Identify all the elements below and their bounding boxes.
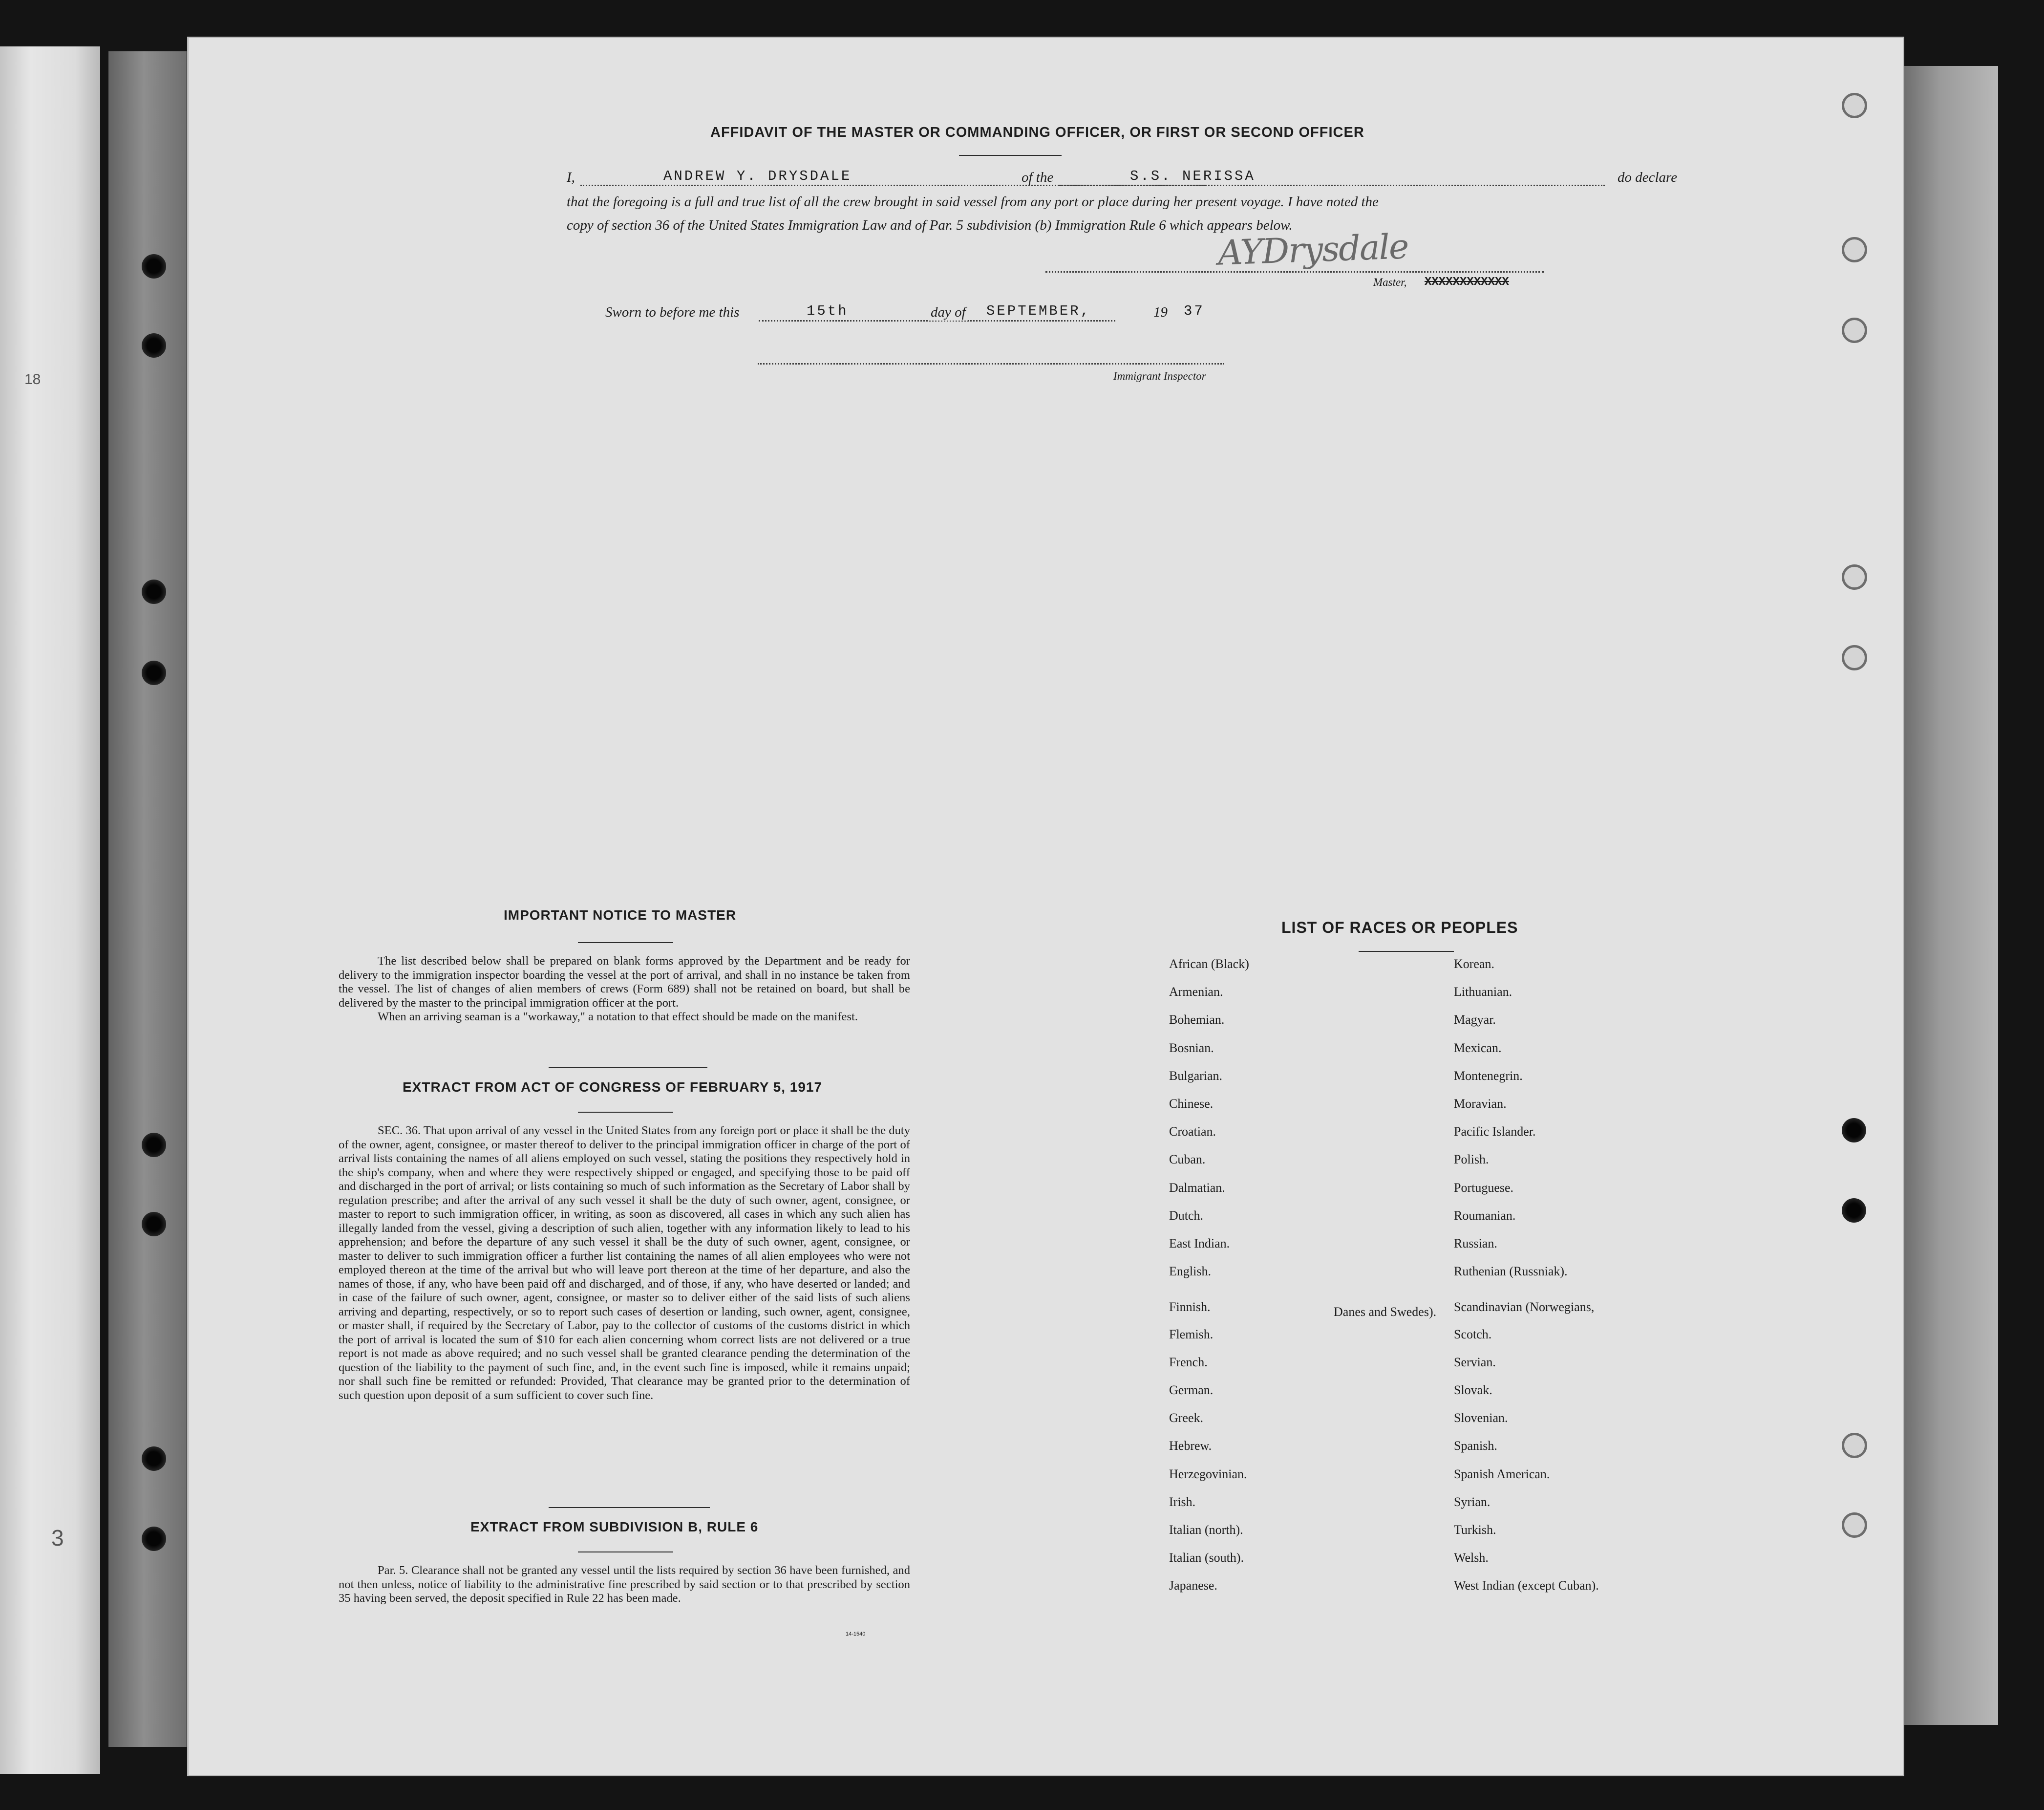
binder-hole (142, 1212, 166, 1236)
race-item: Croatian. (1169, 1124, 1216, 1139)
do-declare-label: do declare (1618, 170, 1678, 185)
margin-number: 18 (24, 371, 41, 388)
struck-title: XXXXXXXXXXXX (1425, 276, 1509, 289)
sworn-label: Sworn to before me this (605, 304, 740, 320)
race-item-continuation: Danes and Swedes). (1334, 1305, 1437, 1319)
master-label: Master, (1373, 276, 1407, 288)
punch-hole (1842, 645, 1867, 670)
binder-hole (142, 1133, 166, 1157)
paragraph-5-text: Par. 5. Clearance shall not be granted any vessel until the lists required by section 36 have been furnished, and not then unless, notice of liability to the administrative fine prescribed by said section or to that prescribed by section 35 having been served, the deposit specified in Rule 22 has been made. (339, 1564, 910, 1605)
punch-hole (1842, 237, 1867, 262)
race-item: Ruthenian (Russniak). (1454, 1264, 1568, 1279)
master-name: ANDREW Y. DRYSDALE (663, 168, 852, 184)
act-extract-title: EXTRACT FROM ACT OF CONGRESS OF FEBRUARY 5, 1917 (403, 1079, 823, 1095)
race-item: Chinese. (1169, 1097, 1214, 1111)
race-item: Portuguese. (1454, 1180, 1514, 1195)
inspector-signature-line (758, 363, 1224, 365)
race-item: Herzegovinian. (1169, 1466, 1247, 1481)
race-item: Greek. (1169, 1411, 1204, 1425)
race-item: French. (1169, 1355, 1208, 1369)
race-item: Spanish American. (1454, 1466, 1550, 1481)
race-item: Roumanian. (1454, 1208, 1516, 1223)
punch-hole (1842, 1433, 1867, 1458)
day-of-label: day of (929, 304, 968, 321)
vessel-dotted-line (1059, 185, 1605, 186)
punch-hole (1842, 1118, 1866, 1142)
punch-hole (1842, 1512, 1867, 1538)
race-item: Slovak. (1454, 1383, 1492, 1397)
race-item: Cuban. (1169, 1152, 1206, 1167)
race-item: Hebrew. (1169, 1439, 1212, 1453)
i-label: I, (567, 170, 575, 185)
manifest-page (187, 37, 1904, 1776)
punch-hole (1842, 93, 1867, 118)
race-item: Finnish. (1169, 1300, 1211, 1314)
race-item: Lithuanian. (1454, 985, 1512, 999)
section-rule (549, 1067, 707, 1068)
affidavit-title: AFFIDAVIT OF THE MASTER OR COMMANDING OFFICER, OR FIRST OR SECOND OFFICER (710, 125, 1364, 140)
race-item: Russian. (1454, 1236, 1497, 1250)
sworn-month: SEPTEMBER, (986, 303, 1091, 319)
race-item: Italian (south). (1169, 1551, 1244, 1565)
binder-hole (142, 1446, 166, 1471)
of-the-label: of the (1022, 170, 1054, 185)
race-item: Bohemian. (1169, 1013, 1225, 1027)
title-rule (959, 155, 1062, 156)
race-item: Montenegrin. (1454, 1068, 1523, 1083)
year-prefix: 19 (1153, 304, 1168, 320)
binder-hole (142, 254, 166, 279)
race-item: Polish. (1454, 1152, 1489, 1167)
race-item: Syrian. (1454, 1494, 1490, 1509)
race-item: Dutch. (1169, 1208, 1204, 1223)
race-item: Magyar. (1454, 1013, 1496, 1027)
punch-hole (1842, 318, 1867, 343)
races-rule (1359, 951, 1454, 952)
race-item: Bosnian. (1169, 1040, 1214, 1055)
punch-hole (1842, 564, 1867, 590)
sworn-year: 37 (1184, 303, 1205, 319)
section-36-text: SEC. 36. That upon arrival of any vessel in the United States from any foreign port or place it shall be the duty of the owner, agent, consignee, or master thereof to deliver to the principal immigration officer in charge of the port of arrival lists containing the names of all aliens employed on such vessel, stating the positions they respectively hold in the ship's company, when and where they were respectively shipped or engaged, and specifying those to be paid off and discharged in the port of arrival; or lists containing so much of such information as the Secretary of Labor shall by regulation prescribe; and after the arrival of any such vessel it shall be the duty of such owner, agent, consignee, or master to report to such immigration officer, in writing, as soon as discovered, all cases in which any such alien has illegally landed from the vessel, giving a description of such alien, together with any information likely to lead to his apprehension; and before the departure of any such vessel it shall be the duty of such owner, agent, consignee, or master to deliver to such immigration officer a further list containing the names of all alien employees who were not employed thereon at the time of the arrival but who will leave port thereon at the time of her departure, and also the names of those, if any, who have been paid off and discharged, and of those, if any, who have deserted or landed; and in case of the failure of such owner, agent, consignee, or master so to deliver either of the said lists of such aliens arriving and departing, respectively, or so to report such cases of desertion or landing, such owner, agent, consignee, or master shall, if required by the Secretary of Labor, pay to the collector of customs of the customs district in which the port of arrival is located the sum of $10 for each alien concerning whom correct lists are not delivered or a true report is not made as above required; and no such vessel shall be granted clearance pending the determination of the question of the liability to the payment of such fine, and, in the event such fine is imposed, while it remains unpaid; nor shall such fine be remitted or refunded: Provided, That clearance may be granted prior to the determination of such question upon deposit of a sum sufficient to cover such fine. (339, 1124, 910, 1402)
rule-extract-title: EXTRACT FROM SUBDIVISION B, RULE 6 (470, 1519, 759, 1534)
notice-body (339, 954, 910, 1024)
race-item: Pacific Islander. (1454, 1124, 1536, 1139)
races-title: LIST OF RACES OR PEOPLES (1281, 919, 1518, 936)
inspector-label: Immigrant Inspector (1113, 370, 1206, 382)
race-item: Bulgarian. (1169, 1068, 1223, 1083)
race-item: Moravian. (1454, 1097, 1507, 1111)
race-item: Scotch. (1454, 1327, 1492, 1341)
affidavit-line-2: that the foregoing is a full and true list of all the crew brought in said vessel from any port or place during her present voyage. I have noted the (567, 194, 1379, 210)
race-item: Spanish. (1454, 1439, 1497, 1453)
rule-rule (578, 1551, 673, 1552)
race-item: Slovenian. (1454, 1411, 1508, 1425)
act-rule (578, 1112, 673, 1113)
act-extract-body (339, 1124, 910, 1402)
sworn-day: 15th (807, 303, 849, 319)
race-item: Flemish. (1169, 1327, 1214, 1341)
race-item: Turkish. (1454, 1523, 1496, 1537)
race-item: Welsh. (1454, 1551, 1489, 1565)
race-item: Italian (north). (1169, 1523, 1243, 1537)
notice-title: IMPORTANT NOTICE TO MASTER (504, 907, 737, 923)
race-item: Korean. (1454, 957, 1495, 971)
vessel-name: S.S. NERISSA (1130, 168, 1256, 184)
race-item: German. (1169, 1383, 1214, 1397)
race-item: Japanese. (1169, 1578, 1217, 1593)
notice-rule (578, 942, 673, 943)
margin-mark-bottom: 3 (51, 1525, 64, 1551)
race-item: English. (1169, 1264, 1211, 1279)
binder-hole (142, 333, 166, 358)
race-item: Armenian. (1169, 985, 1223, 999)
race-item: Scandinavian (Norwegians, (1454, 1300, 1595, 1314)
race-item: Irish. (1169, 1494, 1196, 1509)
signature-line (1045, 271, 1544, 273)
race-item: East Indian. (1169, 1236, 1230, 1250)
rule-extract-body (339, 1564, 910, 1606)
race-item: Servian. (1454, 1355, 1496, 1369)
punch-hole (1842, 1198, 1866, 1223)
race-item: African (Black) (1169, 957, 1249, 971)
race-item: West Indian (except Cuban). (1454, 1578, 1599, 1593)
form-number: 14-1540 (846, 1631, 866, 1637)
master-signature: AYDrysdale (1217, 226, 1409, 273)
binder-band (108, 51, 187, 1747)
binder-hole (142, 580, 166, 604)
left-page-edge (0, 46, 100, 1774)
back-sheet-edge (1900, 66, 1998, 1725)
affidavit-line-3: copy of section 36 of the United States Immigration Law and of Par. 5 subdivision (b) Immigration Rule 6 which appears below. (567, 217, 1293, 233)
notice-paragraph-2: When an arriving seaman is a "workaway," a notation to that effect should be made on the manifest. (378, 1010, 858, 1023)
race-item: Dalmatian. (1169, 1180, 1225, 1195)
race-item: Mexican. (1454, 1040, 1502, 1055)
notice-paragraph-1: The list described below shall be prepared on blank forms approved by the Department and be ready for delivery to the immigration inspector boarding the vessel at the port of arrival, and shall in no instance be taken from the vessel. The list of changes of alien members of crews (Form 689) shall not be retained on board, but shall be delivered by the master to the principal immigration officer at the port. (339, 954, 910, 1010)
binder-hole (142, 1527, 166, 1551)
section-rule (549, 1507, 710, 1508)
binder-hole (142, 661, 166, 685)
